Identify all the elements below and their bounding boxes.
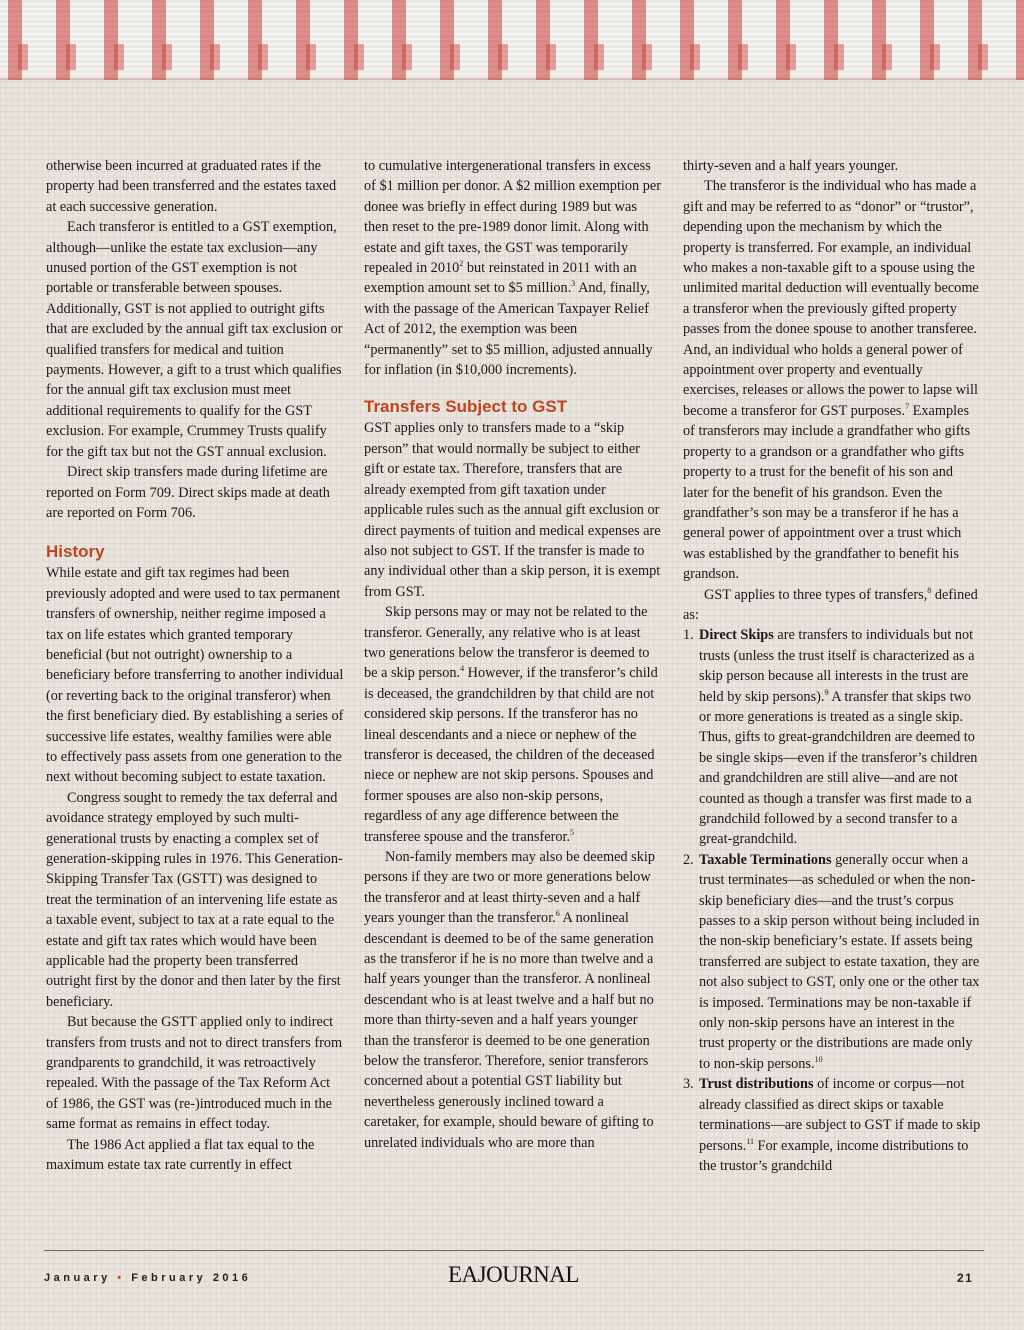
paragraph: The transferor is the individual who has made a gift and may be referred to as “donor” or “trustor”, depending upon the mechanism by which the property is transferred. For example, an individual who makes a non-taxable gift to a spouse using the unlimited marital deduction will eventually become a transferor when the previously gifted property passes from the donee spouse to another transferee. And, an individual who holds a general power of appointment over property and eventually exercises, releases or allows the power to lapse will become a transferor for GST purposes.$^7$ Examples of transferors may include a grandfather who gifts property to a grandson or a grandfather who gifts property to a trust for the benefit of his son and later for the benefit of his grandson. Even the grandfather’s son may be a transferor if he has a general power of appointment over a trust which was established by the grandfather to benefit his grandson. [683,178,979,583]
footnote-ref: 9 [824,687,829,697]
footnote-ref: 11 [746,1136,754,1146]
section-heading-transfers: Transfers Subject to GST [364,397,568,417]
footer-divider [44,1250,984,1251]
footnote-ref: 6 [555,909,560,919]
footnote-ref: 8 [927,585,932,595]
column-2 [364,156,662,1153]
cross-stitch-border [0,0,1024,80]
journal-logo: EAJOURNAL [448,1262,579,1287]
paragraph: to cumulative intergenerational transfers in excess of $1 million per donor. A $2 million exemption per donee was briefly in effect during 1989 but was then reset to the pre-1989 donor limit. Along with estate and gift taxes, the GST was temporarily repealed in 2010$^2$ but reinstated in 2011 with an exemption amount set to $5 million.$^3$ And, finally, with the passage of the American Taxpayer Relief Act of 2012, the exemption was been “permanently” set to $5 million, adjusted annually for inflation (in $10,000 increments). [364,158,662,379]
list-item: 2. Taxable Terminations generally occur when a trust terminates—as scheduled or when the non-skip beneficiary dies—and the trust’s corpus passes to a skip person without being included in the non-skip beneficiary’s estate. If assets being transferred are subject to estate taxation, they are not also subject to GST, only one or the other tax is imposed. Terminations may be non-taxable if only non-skip persons have an interest in the trust property or the distributions are made only to non-skip persons.$^{10}$ [683,851,980,1072]
paragraph: GST applies to three types of transfers,$^8$ defined as: [683,585,978,623]
paragraph: otherwise been incurred at graduated rates if the property had been transferred and the estates taxed at each successive generation. [46,158,337,215]
column-1 [46,156,344,1176]
paragraph: Congress sought to remedy the tax deferral and avoidance strategy employed by such multi-generational trusts by enacting a complex set of generation-skipping rules in 1976. This Generation-Skipping Transfer Tax (GSTT) was designed to treat the termination of an intervening life estate as a taxable event, subject to tax at a rate equal to the estate and gift tax rates which would have been applicable had the property been transferred outright first by the donor and then later by the first beneficiary. [46,789,343,1010]
paragraph: Skip persons may or may not be related to the transferor. Generally, any relative who is at least two generations below the transferor is deemed to be a skip person.$^4$ However, if the transferor’s child is deceased, the grandchildren by that child are not considered skip persons. If the transferor has no lineal descendants and a niece or nephew of the transferor is deceased, the children of the deceased niece or nephew are not skip persons. Spouses and former spouses are also non-skip persons, regardless of any age difference between the transferee spouse and the transferor.$^5$ [364,604,658,845]
footnote-ref: 10 [814,1055,823,1065]
list-item: 3. Trust distributions of income or corpus—not already classified as direct skips or taxable terminations—are subject to GST if made to skip persons.$^{11}$ For example, income distributions to the trustor’s grandchild [683,1076,981,1174]
paragraph: The 1986 Act applied a flat tax equal to the maximum estate tax rate currently in effect [46,1136,315,1174]
paragraph: But because the GSTT applied only to indirect transfers from trusts and not to direct transfers from grandparents to grandchild, it was retroactively repealed. With the passage of the Tax Reform Act of 1986, the GST was (re-)introduced much in the same format as remains in effect today. [46,1014,343,1133]
paragraph: thirty-seven and a half years younger. [683,158,899,174]
paragraph: Each transferor is entitled to a GST exemption, although—unlike the estate tax exclusion—any unused portion of the GST exemption is not portable or transferable between spouses. Additionally, GST is not applied to outright gifts that are excluded by the annual gift tax exclusion or qualified transfers for medical and tuition payments. However, a gift to a trust which qualifies for the annual gift tax exclusion must meet additional requirements to qualify for the GST exclusion. For example, Crummey Trusts qualify for the gift tax but not the GST annual exclusion. [46,219,343,460]
footnote-ref: 5 [570,827,575,837]
footnote-ref: 7 [905,402,910,412]
issue-date: January • February 2016 [44,1272,252,1284]
list-item: 1. Direct Skips are transfers to individuals but not trusts (unless the trust itself is characterized as a skip person because all interests in the trust are held by skip persons).$^9$ A transfer that skips two or more generations is treated as a single skip. Thus, gifts to great-grandchildren are deemed to be single skips—even if the transferor’s children and grandchildren are still alive—and are not counted as though a transfer was first made to a grandchild followed by a second transfer to a great-grandchild. [683,627,978,848]
footnote-ref: 2 [459,259,464,269]
footnote-ref: 4 [460,664,465,674]
section-heading-history: History [46,542,105,562]
paragraph: While estate and gift tax regimes had been previously adopted and were used to tax permanent transfers of ownership, neither regime imposed a tax on life estates which granted temporary beneficial (but not outright) ownership to a beneficiary before transferring to another individual (or reverting back to the original transferor) when the first beneficiary died. By establishing a series of successive life estates, wealthy families were able to effectively pass assets from one generation to the next without becoming subject to estate taxation. [46,565,344,786]
paragraph: GST applies only to transfers made to a “skip person” that would normally be subject to either gift or estate tax. Therefore, transfers that are already exempted from gift taxation under applicable rules such as the annual gift exclusion or direct payments of tuition and medical expenses are also not subject to GST. If the transfer is made to any individual other than a skip person, it is exempt from GST. [364,420,661,600]
column-3 [683,156,981,1176]
paragraph: Direct skip transfers made during lifetime are reported on Form 709. Direct skips made at death are reported on Form 706. [46,464,330,521]
page-number: 21 [957,1271,974,1285]
paragraph: Non-family members may also be deemed skip persons if they are two or more generations below the transferor and at least thirty-seven and a half years younger than the transferor.$^6$ A nonlineal descendant is deemed to be of the same generation as the transferor if he is no more than twelve and a half years younger than the transferor. A nonlineal descendant who is at least twelve and a half but no more than thirty-seven and a half years younger than the transferor is deemed to be one generation below the transferor. Therefore, senior transferors concerned about a potential GST liability but nevertheless generously inclined toward a caretaker, for example, should beware of gifting to unrelated individuals who are more than [364,849,655,1151]
footnote-ref: 3 [571,279,576,289]
